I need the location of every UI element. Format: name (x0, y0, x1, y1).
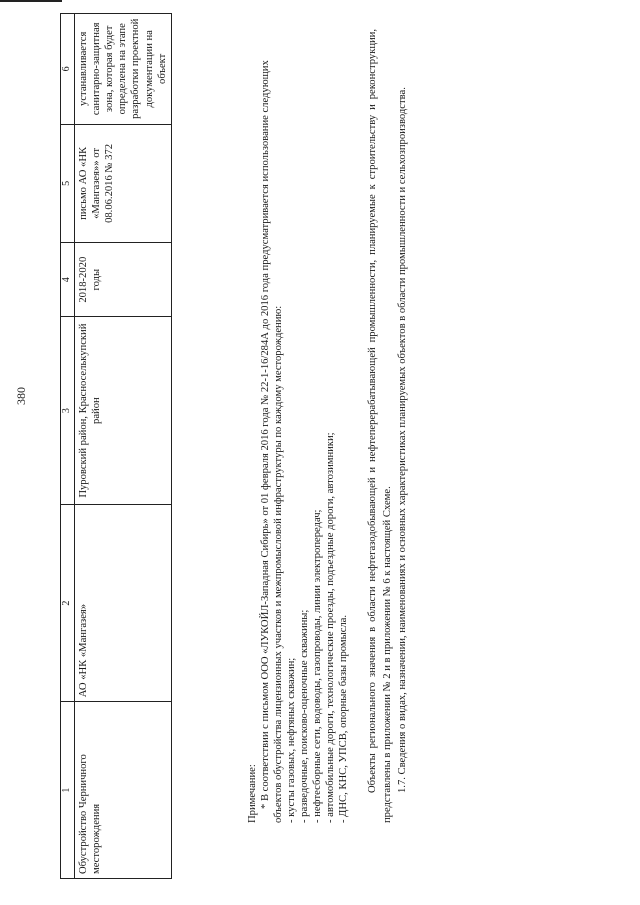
footnote-text: * В соответствии с письмом ООО «ЛУКОЙЛ-Западная Сибирь» от 01 февраля 2016 года № 22-1-16/284А до 2016 года предусматривается использование следующих объектов обустройства лицензионных участков и межпромысловой инфраструктуры по каждому месторождению: (260, 60, 284, 823)
cell-basis: письмо АО «НК «Мангазея»» от 08.06.2016 № 372 (74, 124, 172, 243)
notes-heading: Примечание: (247, 764, 258, 823)
cell-organization: АО «НК «Мангазея» (74, 505, 172, 702)
cell-period: 2018-2020 годы (74, 243, 172, 317)
table-header-row (61, 14, 75, 879)
list-item: - разведочные, поисково-оценочные скважины; (299, 609, 310, 823)
list-item: - автомобильные дороги, технологические проезды, подъездные дороги, автозимники; (325, 432, 336, 823)
body-text (365, 29, 410, 823)
paragraph: 1.7. Сведения о видах, назначении, наименованиях и основных характеристиках планируемых объектов в области промышленности и сельхозпроизводства. (397, 87, 408, 793)
header-cell: 3 (61, 317, 75, 505)
header-cell: 5 (61, 124, 75, 243)
list-item: - кусты газовых, нефтяных скважин; (286, 657, 297, 823)
paragraph: Объекты регионального значения в области нефтегазодобывающей и нефтеперерабатывающей промышленности, планируемые к строительству и реконструкции, представлены в приложении № 2 и в приложении № 6 к настоящей Схеме. (367, 29, 393, 823)
table-row (74, 14, 172, 879)
list-item: - нефтесборные сети, водоводы, газопроводы, линии электропередач; (312, 509, 323, 823)
cell-note: устанавливается санитарно-защитная зона, которая будет определена на этапе разработки проектной документации на объект (74, 14, 172, 125)
header-cell: 6 (61, 14, 75, 125)
list-item: - ДНС, КНС, УПСВ, опорные базы промысла. (338, 614, 349, 823)
cell-object: Обустройство Черничного месторождения (74, 702, 172, 879)
page-number: 380 (14, 387, 28, 405)
cell-district: Пуровский район, Красноселькупский район (74, 317, 172, 505)
objects-table (60, 13, 172, 879)
header-cell: 1 (61, 702, 75, 879)
header-cell: 4 (61, 243, 75, 317)
header-cell: 2 (61, 505, 75, 702)
notes-block (246, 33, 350, 823)
